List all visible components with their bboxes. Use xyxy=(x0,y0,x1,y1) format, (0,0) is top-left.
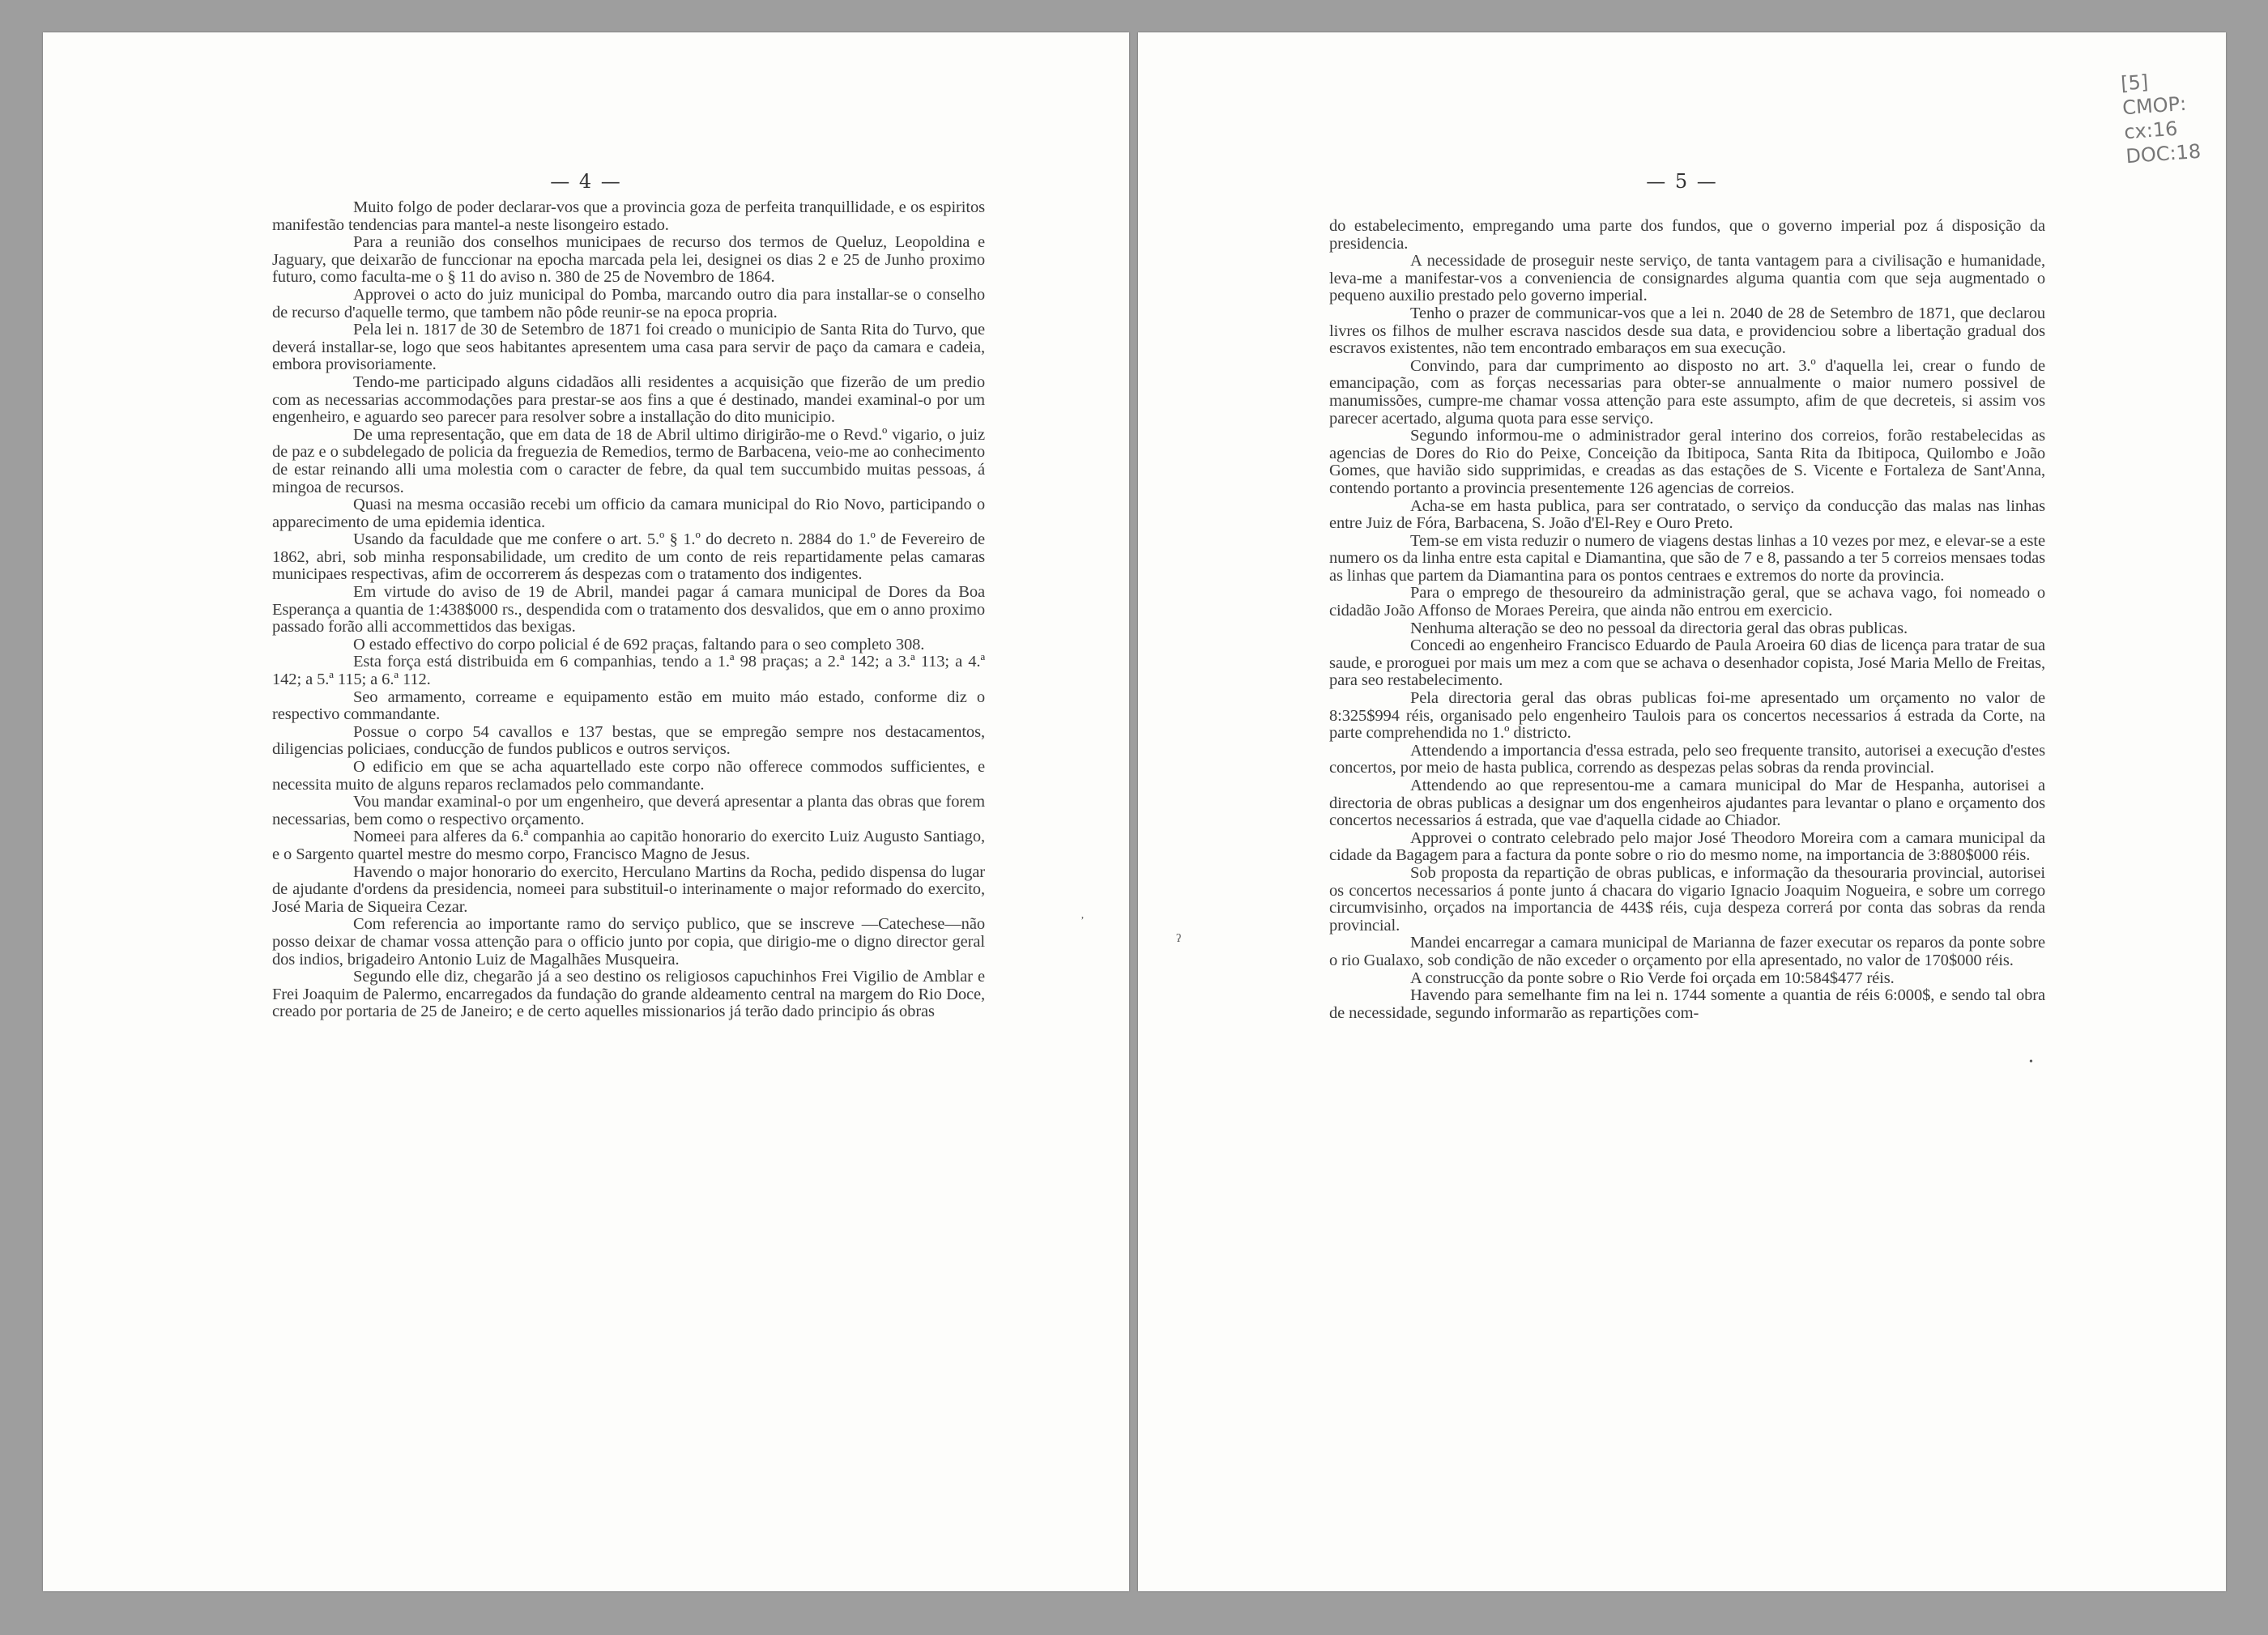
paragraph: Acha-se em hasta publica, para ser contratado, o serviço da conducção das malas nas linhas entre Juiz de Fóra, Barbacena, S. João d'El-Rey e Ouro Preto. xyxy=(1329,496,2045,533)
archive-note-line: cx:16 xyxy=(2123,117,2179,144)
paragraph: De uma representação, que em data de 18 de Abril ultimo dirigirão-me o Revd.º vigario, o juiz de paz e o subdelegado de policia da freguezia de Remedios, termo de Barbacena, veio-me ao conhecimento de estar reinando alli uma molestia com o caracter de febre, da qual tem succumbido muitas pessoas, á mingoa de recursos. xyxy=(272,425,985,496)
paragraph: Em virtude do aviso de 19 de Abril, mandei pagar á camara municipal de Dores da Boa Esperança a quantia de 1:438$000 rs., despendida com o tratamento dos desvalidos, que em o anno proximo passado forão alli accommettidos das bexigas. xyxy=(272,583,985,637)
paragraph: O edificio em que se acha aquartellado este corpo não offerece commodos sufficientes, e necessita muito de alguns reparos reclamados pelo commandante. xyxy=(272,758,985,794)
paragraph: Nomeei para alferes da 6.ª companhia ao capitão honorario do exercito Luiz Augusto Santiago, e o Sargento quartel mestre do mesmo corpo, Francisco Magno de Jesus. xyxy=(272,828,985,863)
paragraph: Sob proposta da repartição de obras publicas, e informação da thesouraria provincial, autorisei os concertos necessarios á ponte junto á chacara do vigario Ignacio Joaquim Nogueira, e sobre um corrego circumvisinho, orçados na importancia de 443$ réis, cuja despeza correrá por conta das sobras da renda provincial. xyxy=(1329,863,2045,935)
ink-speck: ʔ xyxy=(1176,933,1182,945)
paragraph: Para a reunião dos conselhos municipaes de recurso dos termos de Queluz, Leopoldina e Jaguary, que deixarão de funccionar na epocha marcada pela lei, designei os dias 2 e 25 de Junho proximo futuro, como faculta-me o § 11 do aviso n. 380 de 25 de Novembro de 1864. xyxy=(272,233,985,287)
paragraph: Vou mandar examinal-o por um engenheiro, que deverá apresentar a planta das obras que forem necessarias, bem como o respectivo orçamento. xyxy=(272,793,985,828)
ink-speck: • xyxy=(2029,1056,2033,1068)
ink-speck: ʼ xyxy=(1081,915,1085,927)
archive-note-line: [5] xyxy=(2120,70,2150,96)
paragraph: Tenho o prazer de communicar-vos que a lei n. 2040 de 28 de Setembro de 1871, que declarou livres os filhos de mulher escrava nascidos desde sua data, e providenciou sobre a libertação gradual dos escravos existentes, não tem encontrado embaraços em sua execução. xyxy=(1329,304,2045,358)
right-text-column xyxy=(1329,218,2045,1022)
paragraph: Possue o corpo 54 cavallos e 137 bestas, que se empregão sempre nos destacamentos, diligencias policiaes, conducção de fundos publicos e outros serviços. xyxy=(272,722,985,759)
paragraph: Esta força está distribuida em 6 companhias, tendo a 1.ª 98 praças; a 2.ª 142; a 3.ª 113; a 4.ª 142; a 5.ª 115; a 6.ª 112. xyxy=(272,653,985,689)
paragraph: Segundo elle diz, chegarão já a seo destino os religiosos capuchinhos Frei Vigilio de Amblar e Frei Joaquim de Palermo, encarregados da fundação do grande aldeamento central na margem do Rio Doce, creado por portaria de 25 de Janeiro; e de certo aquelles missionarios já terão dado principio ás obras xyxy=(272,968,985,1021)
paragraph: O estado effectivo do corpo policial é de 692 praças, faltando para o seo completo 308. xyxy=(353,635,925,654)
left-text-column xyxy=(272,199,985,1021)
paragraph: Com referencia ao importante ramo do serviço publico, que se inscreve —Catechese—não posso deixar de chamar vossa attenção para o officio junto por copia, que dirigio-me o digno director geral dos indios, brigadeiro Antonio Luiz de Magalhães Musqueira. xyxy=(272,915,985,969)
paragraph: Segundo informou-me o administrador geral interino dos correios, forão restabelecidas as agencias de Dores do Rio do Peixe, Conceição da Ibitipoca, Santa Rita da Ibitipoca, Quilombo e João Gomes, que havião sido supprimidas, e creadas as das estações de S. Vicente e Fortaleza de Sant'Anna, contendo portanto a provincia presentemente 126 agencias de correios. xyxy=(1329,427,2045,497)
paragraph: Para o emprego de thesoureiro da administração geral, que se achava vago, foi nomeado o cidadão João Affonso de Moraes Pereira, que ainda não entrou em exercicio. xyxy=(1329,584,2045,620)
paragraph: Mandei encarregar a camara municipal de Marianna de fazer executar os reparos da ponte sobre o rio Gualaxo, sob condição de não exceder o orçamento por ella apresentado, no valor de 170$000 réis. xyxy=(1329,934,2045,969)
paragraph: A construcção da ponte sobre o Rio Verde foi orçada em 10:584$477 réis. xyxy=(1410,969,1895,987)
paragraph: Quasi na mesma occasião recebi um officio da camara municipal do Rio Novo, participando o apparecimento de uma epidemia identica. xyxy=(272,496,985,531)
paragraph: Approvei o contrato celebrado pelo major José Theodoro Moreira com a camara municipal da cidade da Bagagem para a factura da ponte sobre o rio do mesmo nome, na importancia de 3:880$000 réis. xyxy=(1329,828,2045,865)
paragraph: Attendendo ao que representou-me a camara municipal do Mar de Hespanha, autorisei a directoria de obras publicas a designar um dos engenheiros ajudantes para levantar o plano e orçamento dos concertos necessarios á estrada, que vae d'aquella cidade ao Chiador. xyxy=(1329,777,2045,830)
paragraph: Pela directoria geral das obras publicas foi-me apresentado um orçamento no valor de 8:325$994 réis, organisado pelo engenheiro Taulois para os concertos necessarios á estrada da Corte, na parte comprehendida no 1.º districto. xyxy=(1329,689,2045,743)
archive-note-line: CMOP: xyxy=(2121,92,2188,120)
page-number: — 4 — xyxy=(550,170,622,193)
paragraph: Approvei o acto do juiz municipal do Pomba, marcando outro dia para installar-se o conselho de recurso d'aquelle termo, que tambem não pôde reunir-se na epoca propria. xyxy=(272,285,985,321)
right-page xyxy=(1138,32,2226,1591)
paragraph: Convindo, para dar cumprimento ao disposto no art. 3.º d'aquella lei, crear o fundo de emancipação, com as forças necessarias para obter-se annualmente o maior numero possivel de manumissões, cumpre-me chamar vossa attenção para este assumpto, afim de que decreteis, si assim vos parecer acertado, alguma quota para esse serviço. xyxy=(1329,356,2045,428)
paragraph: A necessidade de proseguir neste serviço, de tanta vantagem para a civilisação e humanidade, leva-me a manifestar-vos a conveniencia de consignardes alguma quantia com que seja augmentado o pequeno auxilio prestado pelo governo imperial. xyxy=(1329,252,2045,305)
paragraph: Havendo o major honorario do exercito, Herculano Martins da Rocha, pedido dispensa do lugar de ajudante d'ordens da presidencia, nomeei para substituil-o interinamente o major reformado do exercito, José Maria de Siqueira Cezar. xyxy=(272,862,985,916)
left-page xyxy=(43,32,1129,1591)
paragraph: Nenhuma alteração se deo no pessoal da directoria geral das obras publicas. xyxy=(1410,619,1908,637)
archive-note-line: DOC:18 xyxy=(2125,139,2202,168)
paragraph: Tendo-me participado alguns cidadãos alli residentes a acquisição que fizerão de um predio com as necessarias accommodações para prestar-se aos fins a que é destinado, mandei examinal-o por um engenheiro, e aguardo seo parecer para resolver sobre a installação do dito municipio. xyxy=(272,373,985,427)
paragraph: Seo armamento, correame e equipamento estão em muito máo estado, conforme diz o respectivo commandante. xyxy=(272,688,985,724)
paragraph: Pela lei n. 1817 de 30 de Setembro de 1871 foi creado o municipio de Santa Rita do Turvo, que deverá installar-se, logo que seos habitantes apresentem uma casa para servir de paço da camara e cadeia, embora provisoriamente. xyxy=(272,321,985,374)
paragraph: Concedi ao engenheiro Francisco Eduardo de Paula Aroeira 60 dias de licença para tratar de sua saude, e proroguei por mais um mez a com que se achava o desenhador copista, José Maria Mello de Freitas, para seo restabelecimento. xyxy=(1329,637,2045,690)
paragraph: Havendo para semelhante fim na lei n. 1744 somente a quantia de réis 6:000$, e sendo tal obra de necessidade, segundo informarão as repartições com- xyxy=(1329,986,2045,1022)
archive-reference-note xyxy=(2120,66,2202,168)
paragraph: Muito folgo de poder declarar-vos que a provincia goza de perfeita tranquillidade, e os espiritos manifestão tendencias para mantel-a neste lisongeiro estado. xyxy=(272,198,985,234)
paragraph: Usando da faculdade que me confere o art. 5.º § 1.º do decreto n. 2884 do 1.º de Fevereiro de 1862, abri, sob minha responsabilidade, um credito de um conto de reis repartidamente pelas camaras municipaes respectivas, afim de occorrerem ás despezas com o tratamento dos indigentes. xyxy=(272,530,985,584)
paragraph: do estabelecimento, empregando uma parte dos fundos, que o governo imperial poz á disposição da presidencia. xyxy=(1329,217,2045,253)
page-number: — 5 — xyxy=(1646,170,1718,193)
paragraph: Tem-se em vista reduzir o numero de viagens destas linhas a 10 vezes por mez, e elevar-se a este numero os da linha entre esta capital e Diamantina, que são de 7 e 8, passando a ter 5 correios mensaes todas as linhas que partem da Diamantina para os pontos centraes e extremos do norte da provincia. xyxy=(1329,531,2045,585)
paragraph: Attendendo a importancia d'essa estrada, pelo seo frequente transito, autorisei a execução d'estes concertos, por meio de hasta publica, correndo as despezas pelas sobras da renda provincial. xyxy=(1329,741,2045,777)
